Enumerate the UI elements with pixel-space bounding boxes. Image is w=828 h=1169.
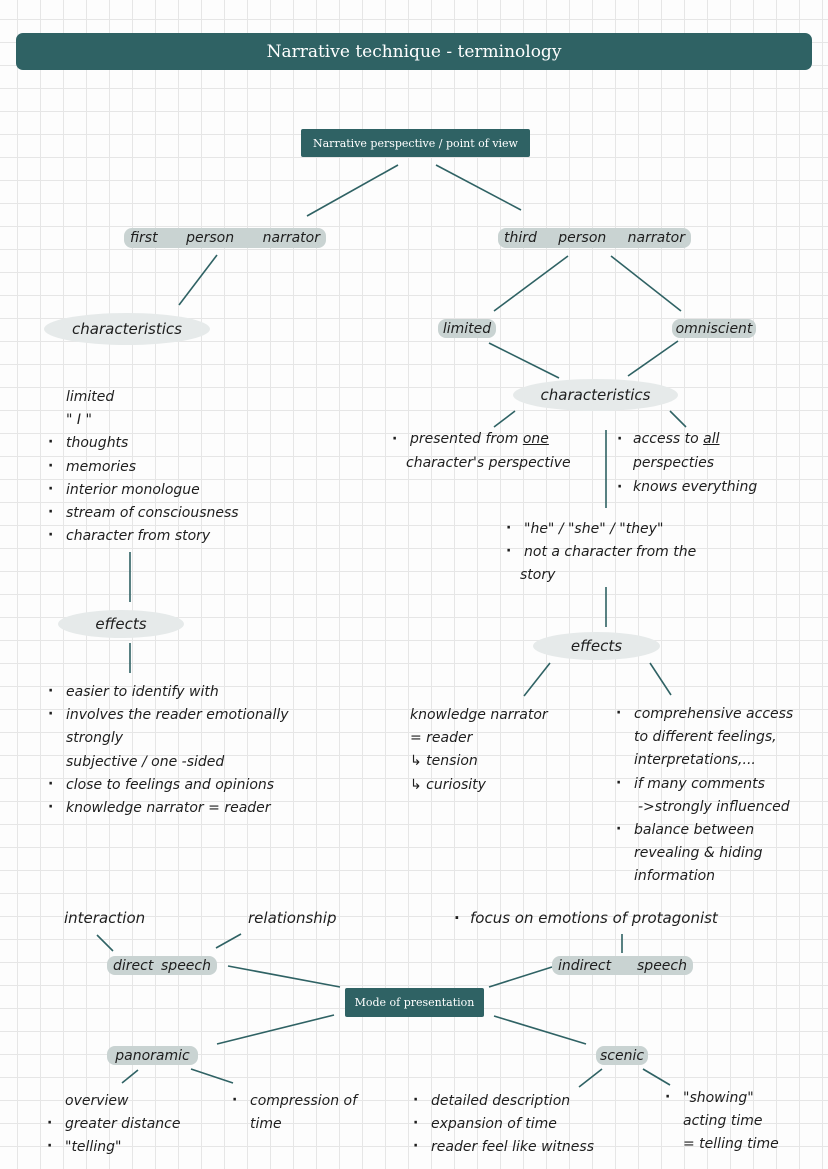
connector-line xyxy=(628,341,678,376)
label-word: speech xyxy=(637,957,687,974)
label-word: person xyxy=(558,230,607,246)
bullet: · xyxy=(617,431,623,447)
scenic-label: scenic xyxy=(596,1046,648,1065)
list-item: ↳ curiosity xyxy=(410,776,486,793)
list-item: · expansion of time xyxy=(431,1113,594,1136)
list-item: = telling time xyxy=(683,1136,779,1153)
list-item: interpretations,... xyxy=(634,752,756,769)
list-item: · "showing" xyxy=(683,1087,779,1110)
connector-line xyxy=(436,165,521,210)
list-item: · close to feelings and opinions xyxy=(66,774,289,797)
connector-line xyxy=(650,663,671,695)
mode-of-presentation-heading: Mode of presentation xyxy=(345,988,484,1017)
first-person-effects-list xyxy=(66,681,289,820)
omniscient-effects-list xyxy=(634,703,793,889)
list-item: time xyxy=(250,1116,282,1133)
label-word: first xyxy=(130,230,158,246)
first-person-narrator-label xyxy=(124,228,326,248)
omniscient-characteristic xyxy=(617,431,720,447)
list-item: acting time xyxy=(683,1113,763,1130)
list-item: · compression of xyxy=(250,1090,357,1113)
third-person-effects-label: effects xyxy=(533,632,660,660)
connector-line xyxy=(643,1069,670,1085)
connector-line xyxy=(228,966,340,987)
connector-line xyxy=(489,343,559,378)
list-item: · comprehensive access xyxy=(634,703,793,726)
scenic-right-list xyxy=(683,1087,779,1157)
bullet: · xyxy=(454,909,460,927)
label-word: narrator xyxy=(627,230,685,246)
first-person-characteristics-list xyxy=(66,386,239,548)
list-item: · greater distance xyxy=(65,1113,180,1136)
third-person-characteristics-label: characteristics xyxy=(513,379,678,411)
list-item: · character from story xyxy=(66,525,239,548)
direct-speech-note: interaction xyxy=(64,909,146,927)
list-item: · "he" / "she" / "they" xyxy=(524,518,696,541)
omniscient-characteristic-line2: perspecties xyxy=(633,455,715,471)
label-word: narrator xyxy=(262,230,320,246)
list-item: information xyxy=(634,868,716,885)
scenic-list xyxy=(431,1090,594,1160)
list-item: overview xyxy=(65,1093,129,1109)
label-word: indirect xyxy=(558,957,612,974)
connector-line xyxy=(494,1016,586,1044)
connector-line xyxy=(216,934,241,948)
list-item: story xyxy=(520,567,556,584)
list-item: " I " xyxy=(66,412,92,429)
limited-characteristic xyxy=(392,431,549,447)
bullet: · xyxy=(617,479,623,495)
list-item: · memories xyxy=(66,456,239,479)
label-word: direct xyxy=(113,957,154,974)
list-item: · easier to identify with xyxy=(66,681,289,704)
omniscient-char-text: knows everything xyxy=(633,479,758,495)
list-item: · detailed description xyxy=(431,1090,594,1113)
list-item: · balance between xyxy=(634,819,793,842)
connector-line xyxy=(217,1015,334,1044)
list-item: · interior monologue xyxy=(66,479,239,502)
connector-line xyxy=(494,256,568,311)
list-item: ->strongly influenced xyxy=(638,798,790,815)
omniscient-char-text: access to xyxy=(633,431,699,447)
list-item: · if many comments xyxy=(634,773,793,796)
connector-line xyxy=(524,663,550,696)
list-item: limited xyxy=(66,389,115,405)
indirect-speech-note xyxy=(454,909,718,927)
page-title: Narrative technique - terminology xyxy=(16,33,812,70)
panoramic-list xyxy=(65,1090,180,1160)
third-person-narrator-label xyxy=(498,228,691,248)
connector-line xyxy=(494,411,515,427)
list-item: · not a character from the xyxy=(524,541,696,564)
connector-line xyxy=(191,1069,233,1083)
connector-line xyxy=(670,411,686,427)
list-item: · reader feel like witness xyxy=(431,1136,594,1159)
list-item: · involves the reader emotionally xyxy=(66,704,289,727)
first-person-characteristics-label: characteristics xyxy=(44,313,210,345)
connector-line xyxy=(489,967,552,987)
indirect-speech-note-text: focus on emotions of protagonist xyxy=(470,909,718,927)
list-item: subjective / one -sided xyxy=(66,753,225,770)
first-person-effects-label: effects xyxy=(58,610,184,638)
connector-line xyxy=(179,255,217,305)
omniscient-label: omniscient xyxy=(672,319,756,338)
connector-line xyxy=(97,935,113,951)
direct-speech-note: relationship xyxy=(248,909,337,927)
indirect-speech-label xyxy=(552,956,693,975)
bullet: · xyxy=(392,431,398,447)
direct-speech-label xyxy=(107,956,217,975)
limited-char-text: presented from xyxy=(410,431,519,447)
label-word: third xyxy=(504,230,537,246)
limited-char-emphasis: one xyxy=(522,431,549,447)
connector-line xyxy=(611,256,681,311)
limited-characteristic-line2: character's perspective xyxy=(406,455,571,471)
list-item: revealing & hiding xyxy=(634,845,763,862)
connector-line xyxy=(122,1070,138,1083)
limited-label: limited xyxy=(438,319,496,338)
list-item: = reader xyxy=(410,730,473,747)
omniscient-char-emphasis: all xyxy=(703,431,720,447)
third-person-shared-list xyxy=(520,518,697,588)
list-item: · thoughts xyxy=(66,432,239,455)
list-item: to different feelings, xyxy=(634,729,777,746)
list-item: · stream of consciousness xyxy=(66,502,239,525)
limited-effects-list xyxy=(410,704,548,797)
connector-line xyxy=(579,1069,602,1087)
omniscient-characteristic-line3 xyxy=(617,479,758,495)
list-item: strongly xyxy=(66,730,124,747)
connector-line xyxy=(307,165,398,216)
narrative-perspective-heading: Narrative perspective / point of view xyxy=(301,129,530,157)
label-word: person xyxy=(186,230,235,246)
list-item: · "telling" xyxy=(65,1136,180,1159)
list-item: ↳ tension xyxy=(410,753,478,770)
list-item: knowledge narrator xyxy=(410,707,548,723)
panoramic-label: panoramic xyxy=(107,1046,198,1065)
panoramic-right-list xyxy=(250,1090,357,1136)
label-word: speech xyxy=(161,957,211,974)
list-item: · knowledge narrator = reader xyxy=(66,797,289,820)
